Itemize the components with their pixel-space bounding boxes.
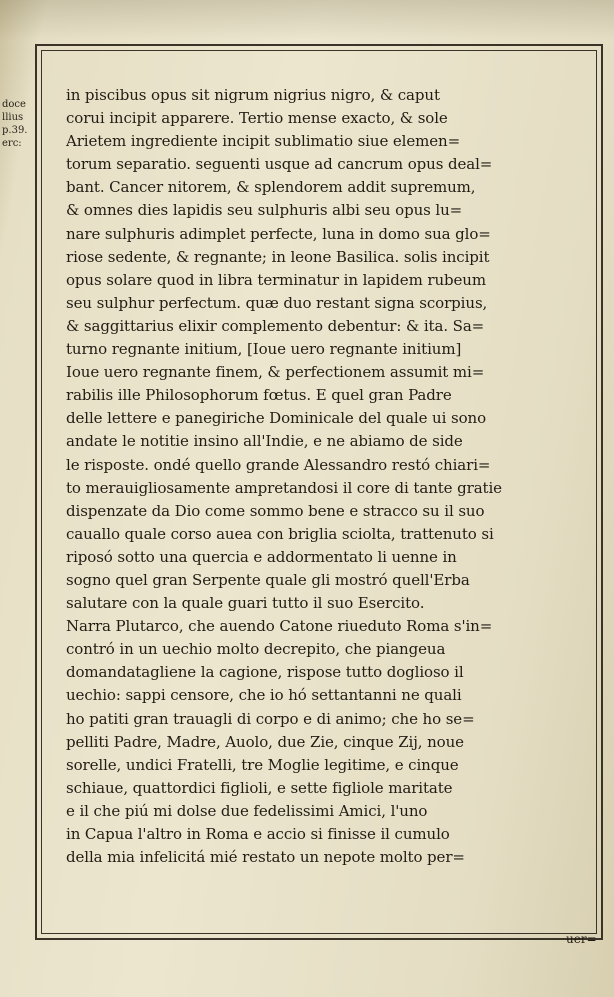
text-line: delle lettere e panegiriche Dominicale del quale ui sono (66, 409, 487, 428)
text-line: uechio: sappi censore, che io hó settantanni ne quali (66, 686, 462, 705)
margin-note-line: p.39. (2, 125, 28, 136)
text-line: riposó sotto una quercia e addormentato li uenne in (66, 547, 457, 566)
text-line: nare sulphuris adimplet perfecte, luna in domo sua glo= (66, 224, 491, 243)
text-line: le risposte. ondé quello grande Alessandro restó chiari= (66, 455, 491, 474)
text-line: e il che piú mi dolse due fedelissimi Amici, l'uno (66, 801, 428, 820)
text-line: ho patiti gran trauagli di corpo e di animo; che ho se= (66, 709, 475, 728)
text-line: to merauigliosamente ampretandosi il core di tante gratie (66, 478, 502, 497)
text-line: & omnes dies lapidis seu sulphuris albi seu opus lu= (66, 201, 463, 220)
text-line: Narra Plutarco, che auendo Catone riueduto Roma s'in= (66, 617, 493, 636)
text-line: rabilis ille Philosophorum fœtus. E quel gran Padre (66, 386, 452, 405)
text-line: sorelle, undici Fratelli, tre Moglie legitime, e cinque (66, 755, 459, 774)
text-line: andate le notitie insino all'Indie, e ne abiamo de side (66, 432, 463, 451)
text-line: torum separatio. seguenti usque ad cancrum opus deal= (66, 155, 493, 174)
catchword: uer= (566, 932, 597, 946)
text-line: & saggittarius elixir complemento debentur: & ita. Sa= (66, 316, 485, 335)
text-line: turno regnante initium, [Ioue uero regnante initium] (66, 340, 462, 359)
text-line: dispenzate da Dio come sommo bene e stracco su il suo (66, 501, 485, 520)
text-line: della mia infelicitá mié restato un nepote molto per= (66, 848, 465, 867)
text-line: domandatagliene la cagione, rispose tutto doglioso il (66, 663, 464, 682)
text-line: opus solare quod in libra terminatur in lapidem rubeum (66, 270, 486, 289)
text-line: riose sedente, & regnante; in leone Basilica. solis incipit (66, 247, 490, 266)
text-line: seu sulphur perfectum. quæ duo restant signa scorpius, (66, 293, 488, 312)
text-line: corui incipit apparere. Tertio mense exacto, & sole (66, 109, 448, 128)
text-line: pelliti Padre, Madre, Auolo, due Zie, cinque Zij, noue (66, 732, 464, 751)
text-line: in piscibus opus sit nigrum nigrius nigro, & caput (66, 86, 440, 104)
margin-note-line: erc: (2, 138, 22, 149)
text-line: in Capua l'altro in Roma e accio si finisse il cumulo (66, 825, 450, 843)
text-line: schiaue, quattordici figlioli, e sette figliole maritate (66, 778, 453, 797)
manuscript-text (66, 84, 586, 869)
text-line: cauallo quale corso auea con briglia sciolta, trattenuto si (66, 524, 494, 543)
text-line: sogno quel gran Serpente quale gli mostró quell'Erba (66, 570, 470, 589)
margin-note-line: llius (2, 112, 24, 123)
margin-note-line: doce (2, 99, 26, 110)
text-line: contró in un uechio molto decrepito, che piangeua (66, 640, 446, 659)
text-line: Ioue uero regnante finem, & perfectionem assumit mi= (66, 363, 485, 382)
text-line: bant. Cancer nitorem, & splendorem addit supremum, (66, 178, 476, 197)
text-line: salutare con la quale guari tutto il suo Esercito. (66, 594, 425, 613)
text-line: Arietem ingrediente incipit sublimatio siue elemen= (66, 132, 461, 151)
